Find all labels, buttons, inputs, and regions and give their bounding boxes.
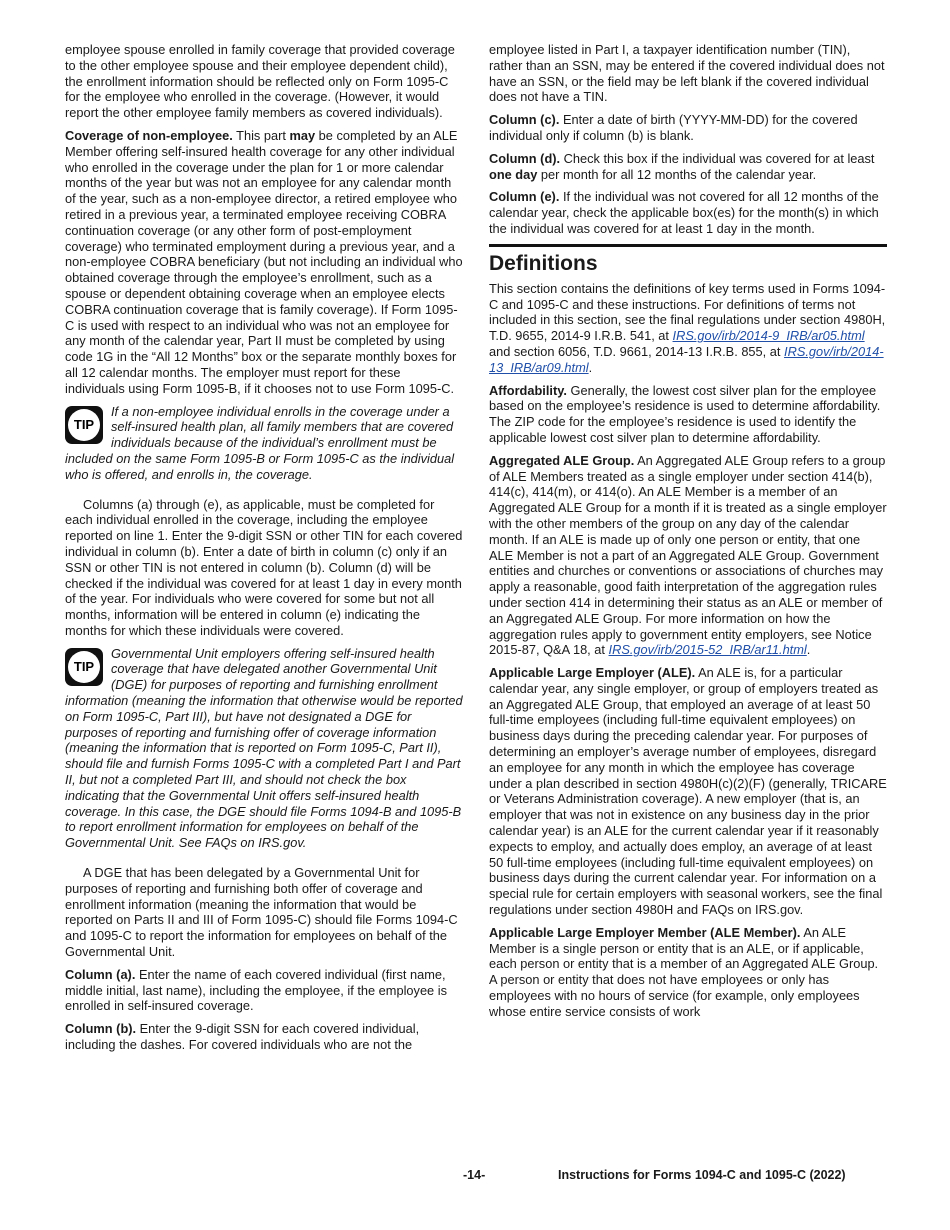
paragraph-column-b [65, 1021, 463, 1053]
term-column-a: Column (a). [65, 966, 136, 982]
text-span: This section contains the definitions of key terms used in Forms 1094-C and 1095-C and these instructions. For definitions of terms not included in this section, see the final regulations under section 4980H, T.D. 9655, 2014-9 I.R.B. 541, at [489, 280, 886, 344]
tip-text: Governmental Unit employers offering self-insured health coverage that have delegated another Governmental Unit (DGE) for purposes of reporting and furnishing enrollment information (meaning the information that otherwise would be reported on Form 1095-C, Part III), but have not designated a DGE for purposes of reporting and furnishing offer of coverage information (meaning the information that is reported on Form 1095-C, Part II), should file and furnish Forms 1095-C with a completed Part I and Part II, but not a completed Part III, and should not check the box indicating that the Governmental Unit offers self-insured health coverage. In this case, the DGE should file Forms 1094-B and 1095-B to report enrollment information for employees on behalf of the Governmental Unit. See FAQs on IRS.gov. [65, 645, 463, 851]
paragraph-definitions-intro [489, 281, 887, 376]
link-irb-2015-52[interactable]: IRS.gov/irb/2015-52_IRB/ar11.html [608, 642, 807, 658]
tip-icon [65, 406, 103, 444]
term-column-d: Column (d). [489, 150, 561, 166]
emphasis-one-day: one day [489, 166, 538, 182]
text-span: An Aggregated ALE Group refers to a group of ALE Members treated as a single employer under section 414(b), 414(c), 414(m), or 414(o). An ALE Member is a member of an Aggregated ALE Group for a month if it is treated as a single employer with the other members of the group on any day of the calendar month. If an ALE is made up of only one person or entity, that one ALE Member is not a part of an Aggregated ALE Group. Government entities and churches or conventions or associations of churches may apply a reasonable, good faith interpretation of the aggregation rules under section 414 in determining their status as an ALE or member of an Aggregated ALE Group. For more information on how the aggregation rules apply to government entity employers, see Notice 2015-87, Q&A 18, at [489, 452, 887, 658]
text-span: An ALE is, for a particular calendar year, any single employer, or group of employers treated as an Aggregated ALE Group, that employed an average of at least 50 full-time employees (including full-time equivalent employees) on business days during the preceding calendar year. For purposes of determining an employer’s average number of employees, disregard an employee for any month in which the employee has coverage under a plan described in section 4980H(c)(2)(F) (generally, TRICARE or Veterans Administration coverage). A new employer (that is, an employer that was not in existence on any business day in the prior calendar year) is an ALE for the current calendar year if it reasonably expects to employ, and actually does employ, an average of at least 50 full-time employees (including full-time equivalent employees) on business days during the current calendar year. For information on a special rule for certain employers with seasonal workers, see the final regulations under section 4980H and FAQs on IRS.gov. [489, 665, 887, 918]
footer-title: Instructions for Forms 1094-C and 1095-C (2022) [558, 1168, 846, 1182]
right-column [489, 42, 887, 1027]
paragraph-affordability [489, 383, 887, 446]
text-span: . [588, 359, 593, 375]
section-divider [489, 244, 887, 247]
tip-label: TIP [68, 409, 100, 441]
text-span: An ALE Member is a single person or entity that is an ALE, or if applicable, each person or entity that is a member of an Aggregated ALE Group. A person or entity that does not have employees or only has employees with no hours of service (for example, only employees whose entire service consists of work [489, 924, 879, 1019]
text-span: Enter the name of each covered individual (first name, middle initial, last name), including the employee, if the employee is enrolled in self-insured coverage. [65, 966, 447, 1014]
paragraph-continued: employee listed in Part I, a taxpayer identification number (TIN), rather than an SSN, may be entered if the covered individual does not have an SSN, or the field may be left blank if the covered individual does not have a TIN. [489, 42, 885, 105]
link-irb-2014-13[interactable]: IRS.gov/irb/2014-13_IRB/ar09.html [489, 343, 884, 375]
left-column [65, 42, 463, 1060]
tip-icon [65, 648, 103, 686]
term-ale-member: Applicable Large Employer Member (ALE Member). [489, 924, 801, 940]
paragraph-dge: A DGE that has been delegated by a Governmental Unit for purposes of reporting and furnishing both offer of coverage and enrollment information (meaning the information that would be reported on Parts II and III of Form 1095-C) should file Forms 1094-C and 1095-C to report the information for employees on behalf of the Governmental Unit. [65, 865, 458, 960]
paragraph-continued: employee spouse enrolled in family coverage that provided coverage to the other employee spouse and their employee dependent child), the enrollment information should be reflected only on Form 1095-C for the employee who enrolled in the coverage. (However, it would report the other employee family members as covered individuals). [65, 42, 455, 121]
paragraph-column-e [489, 189, 887, 236]
text-span: This part [232, 127, 290, 143]
paragraph-aggregated-ale-group [489, 453, 887, 658]
page-number: -14- [463, 1168, 486, 1182]
paragraph-column-a [65, 967, 463, 1014]
tip-text: If a non-employee individual enrolls in the coverage under a self-insured health plan, all family members that are covered individuals because of the individual’s enrollment must be included on the same Form 1095-B or Form 1095-C as the individual who is offered, and enrolls in, the coverage. [65, 403, 455, 482]
paragraph-ale [489, 665, 887, 918]
paragraph-column-d [489, 151, 887, 183]
section-heading-definitions: Definitions [489, 251, 598, 275]
paragraph-ale-member [489, 925, 887, 1020]
text-span: Enter a date of birth (YYYY-MM-DD) for the covered individual only if column (b) is blank. [489, 112, 858, 143]
text-span: Generally, the lowest cost silver plan for the employee based on the employee’s residence is used to determine affordability. The ZIP code for the employee’s residence is used to identify the applicable lowest cost silver plan to determine affordability. [489, 382, 881, 445]
tip-box-non-employee [65, 404, 463, 483]
text-span: per month for all 12 months of the calendar year. [537, 166, 817, 182]
text-span: If the individual was not covered for all 12 months of the calendar year, check the applicable box(es) for the month(s) in which the individual was covered for at least 1 day in the month. [489, 189, 879, 236]
text-span: . [806, 642, 811, 658]
tip-label: TIP [68, 651, 100, 683]
paragraph-columns-a-e: Columns (a) through (e), as applicable, must be completed for each individual enrolled in the coverage, including the employee reported on line 1. Enter the 9-digit SSN or other TIN for each covered individual in column (b). Enter a date of birth in column (c) only if an SSN or other TIN is not entered in column (b). Column (d) will be checked if the individual was covered for at least 1 day in every month of the year. For individuals who were covered for some but not all months, information will be entered in column (e) indicating the months for which these individuals were covered. [65, 496, 463, 638]
paragraph-coverage-non-employee [65, 128, 463, 397]
tip-box-governmental-unit [65, 646, 463, 851]
text-span: be completed by an ALE Member offering self-insured health coverage for any other individual who enrolled in the coverage under the plan for 1 or more calendar months of the year but was not an employee for any calendar month of the year, such as a non-employee director, a retired employee who retired in a previous year, a terminated employee receiving COBRA continuation coverage (or any other form of post-employment coverage) who terminated employment during a previous year, and a non-employee COBRA beneficiary (but not including an individual who obtained coverage through the employee’s enrollment, such as a spouse or dependent obtaining coverage when an employee elects COBRA continuation coverage that is family coverage). If Form 1095-C is used with respect to an individual who was not an employee for any month of the calendar year, Part II must be completed by using code 1G in the “All 12 Months” box or the separate monthly boxes for all 12 calendar months. The employer must report for these individuals using Form 1095-B, if it chooses not to use Form 1095-C. [65, 127, 463, 396]
term-column-b: Column (b). [65, 1021, 137, 1037]
emphasis-may: may [289, 127, 316, 143]
term-affordability: Affordability. [489, 382, 567, 398]
term-column-e: Column (e). [489, 189, 560, 205]
term-ale: Applicable Large Employer (ALE). [489, 665, 696, 681]
text-span: and section 6056, T.D. 9661, 2014-13 I.R.B. 855, at [489, 343, 785, 359]
paragraph-column-c [489, 112, 887, 144]
text-span: Enter the 9-digit SSN for each covered individual, including the dashes. For covered individuals who are not the [65, 1021, 420, 1053]
text-span: Check this box if the individual was covered for at least [560, 150, 875, 166]
term-column-c: Column (c). [489, 112, 560, 128]
link-irb-2014-9[interactable]: IRS.gov/irb/2014-9_IRB/ar05.html [672, 328, 865, 344]
term-aggregated-ale-group: Aggregated ALE Group. [489, 452, 635, 468]
term-coverage-non-employee: Coverage of non-employee. [65, 127, 233, 143]
